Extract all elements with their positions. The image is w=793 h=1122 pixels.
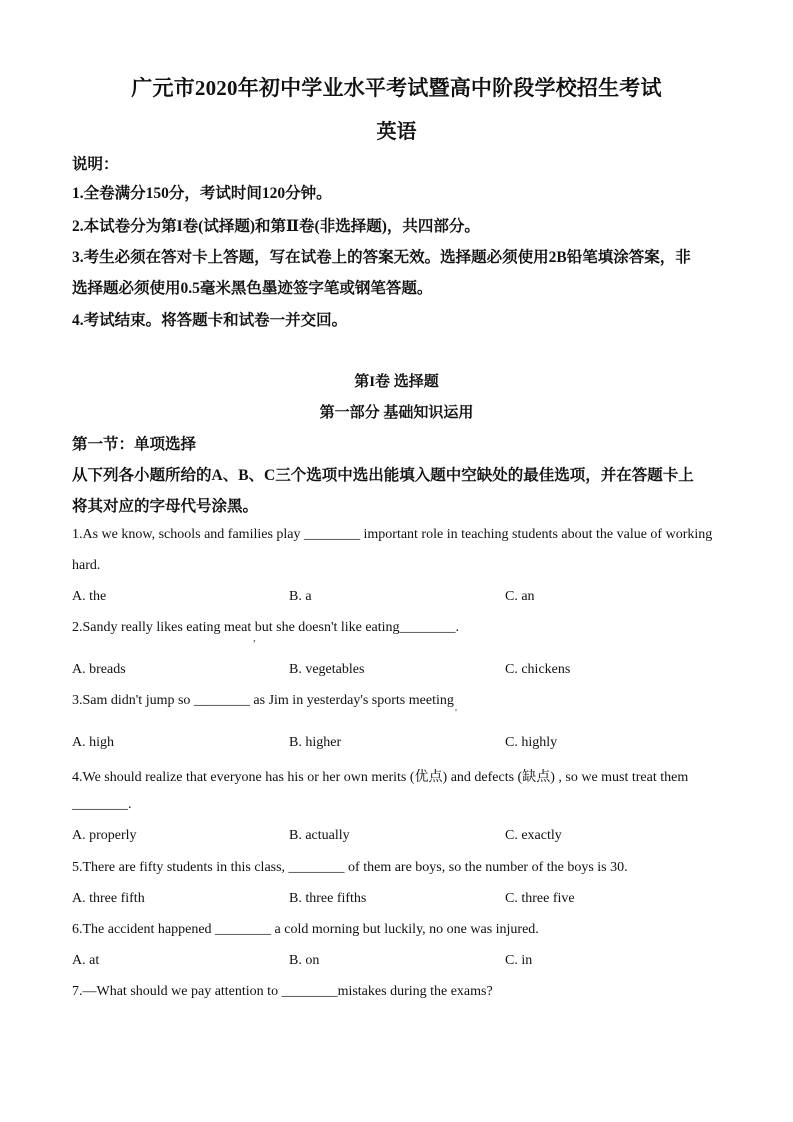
option-b[interactable]: B. three fifths [289, 891, 367, 906]
option-c[interactable]: C. an [505, 589, 535, 604]
option-a[interactable]: A. high [72, 735, 114, 750]
subsection-title: 第一节：单项选择 [72, 436, 197, 453]
option-b[interactable]: B. higher [289, 735, 342, 750]
option-b[interactable]: B. on [289, 953, 320, 968]
option-a[interactable]: A. three fifth [72, 891, 145, 906]
question-text: 2.Sandy really likes eating meat but she doesn't like eating________. [72, 620, 460, 635]
volume-title: 第I卷 选择题 [354, 374, 439, 390]
option-a[interactable]: A. properly [72, 828, 137, 843]
question-text: 5.There are fifty students in this class, ________ of them are boys, so the number of the boys is 30. [72, 860, 628, 875]
instruction-item: 1.全卷满分150分，考试时间120分钟。 [72, 185, 332, 202]
instructions-label: 说明： [72, 156, 119, 173]
option-c[interactable]: C. in [505, 953, 533, 968]
question-text: 6.The accident happened ________ a cold morning but luckily, no one was injured. [72, 922, 539, 937]
question-text: 1.As we know, schools and families play ________ important role in teaching students about the value of working [72, 527, 713, 542]
subject-title: 英语 [376, 121, 417, 143]
instruction-item: 3.考生必须在答对卡上答题，写在试卷上的答案无效。选择题必须使用2B铅笔填涂答案，非 [72, 249, 691, 266]
option-c[interactable]: C. exactly [505, 828, 562, 843]
option-b[interactable]: B. vegetables [289, 662, 365, 677]
question-text: 7.—What should we pay attention to ________mistakes during the exams? [72, 984, 493, 999]
instruction-item: 选择题必须使用0.5毫米黑色墨迹签字笔或钢笔答题。 [72, 280, 433, 297]
question-text: ________. [72, 797, 132, 812]
option-b[interactable]: B. a [289, 589, 312, 604]
directions-line: 从下列各小题所给的A、B、C三个选项中选出能填入题中空缺处的最佳选项，并在答题卡上 [72, 467, 694, 484]
option-c[interactable]: C. chickens [505, 662, 571, 677]
directions-line: 将其对应的字母代号涂黑。 [72, 498, 259, 515]
option-a[interactable]: A. breads [72, 662, 126, 677]
stray-mark: ' [455, 707, 457, 719]
question-text: 4.We should realize that everyone has his or her own merits (优点) and defects (缺点) , so we must treat them [72, 770, 689, 785]
instruction-item: 2.本试卷分为第I卷(试择题)和第Ⅱ卷(非选择题)，共四部分。 [72, 218, 480, 235]
option-c[interactable]: C. highly [505, 735, 558, 750]
option-c[interactable]: C. three five [505, 891, 575, 906]
option-a[interactable]: A. the [72, 589, 107, 604]
exam-title: 广元市2020年初中学业水平考试暨高中阶段学校招生考试 [131, 76, 662, 100]
question-text: hard. [72, 558, 101, 573]
option-a[interactable]: A. at [72, 953, 100, 968]
instruction-item: 4.考试结束。将答题卡和试卷一并交回。 [72, 312, 348, 329]
question-text: 3.Sam didn't jump so ________ as Jim in yesterday's sports meeting [72, 693, 454, 708]
option-b[interactable]: B. actually [289, 828, 350, 843]
part-title: 第一部分 基础知识运用 [319, 405, 474, 421]
stray-comma-mark: , [253, 632, 256, 644]
